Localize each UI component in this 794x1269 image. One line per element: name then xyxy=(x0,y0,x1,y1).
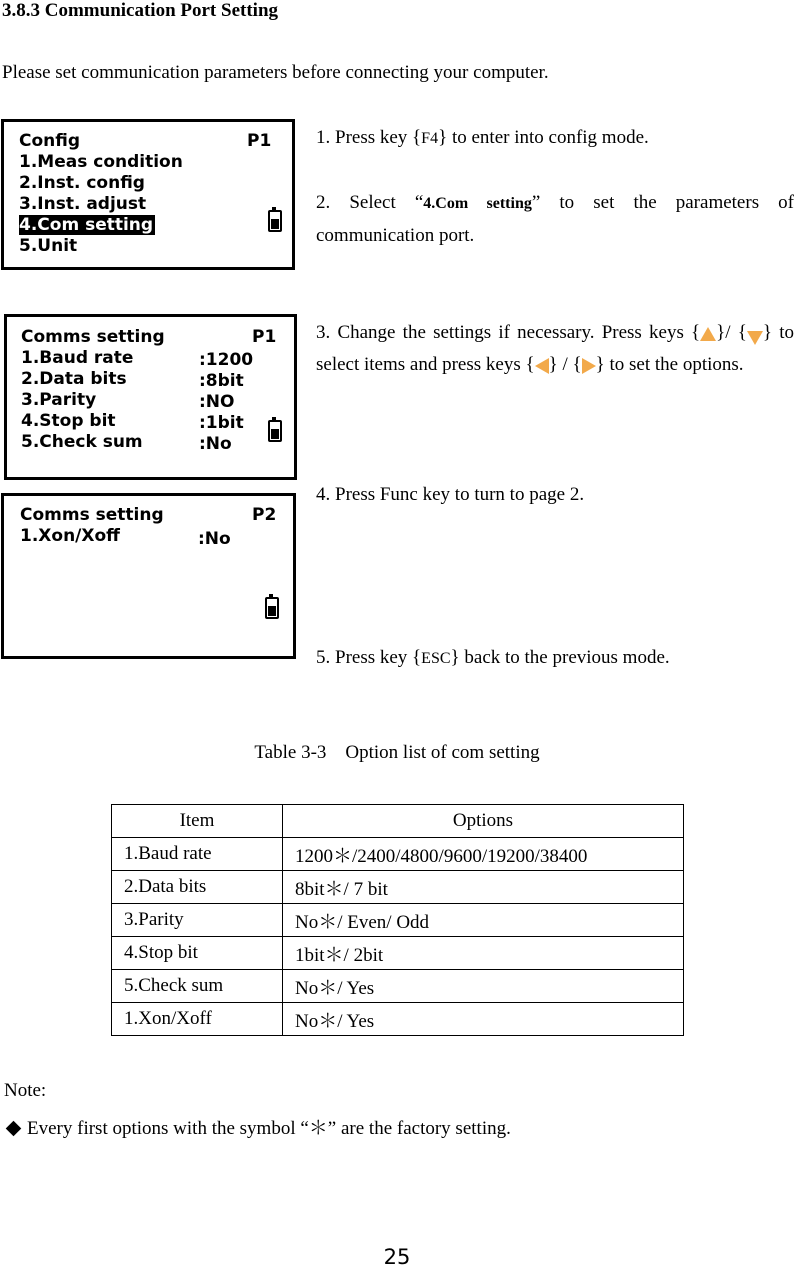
table-cell: 1bit＊/ 2bit xyxy=(283,937,684,970)
menu-reference: 4.Com setting xyxy=(423,195,532,212)
setting-item[interactable]: 5.Check sum xyxy=(21,432,143,452)
setting-value: :No xyxy=(198,529,231,549)
screen-title: Config xyxy=(19,131,81,151)
battery-icon xyxy=(265,597,279,619)
step-1: 1. Press key {F4} to enter into config mode. xyxy=(316,127,649,148)
table-cell: 2.Data bits xyxy=(112,871,283,904)
page-number: 25 xyxy=(383,1245,411,1269)
table-cell: 1.Xon/Xoff xyxy=(112,1003,283,1036)
up-arrow-icon xyxy=(700,327,716,341)
table-cell: No＊/ Yes xyxy=(283,970,684,1003)
menu-item[interactable]: 2.Inst. config xyxy=(19,173,145,193)
screen-page: P1 xyxy=(252,327,277,347)
setting-item[interactable]: 1.Baud rate xyxy=(21,348,134,368)
table-row xyxy=(112,871,684,904)
key-f4: F4 xyxy=(421,130,439,147)
screen-page: P1 xyxy=(247,131,272,151)
note-bullet: Every first options with the symbol “＊” are the factory setting. xyxy=(4,1113,511,1140)
setting-value: :NO xyxy=(199,392,235,412)
setting-value: :No xyxy=(199,434,232,454)
table-cell: No＊/ Even/ Odd xyxy=(283,904,684,937)
step-2: 2. Select “4.Com setting” to set the parameters of communication port. xyxy=(316,192,794,246)
table-cell: 1200＊/2400/4800/9600/19200/38400 xyxy=(283,838,684,871)
table-header: Item xyxy=(112,805,283,838)
note-label: Note: xyxy=(4,1080,47,1101)
right-arrow-icon xyxy=(582,358,596,374)
menu-item-selected[interactable] xyxy=(19,215,155,236)
setting-item[interactable]: 1.Xon/Xoff xyxy=(20,526,120,546)
table-row xyxy=(112,970,684,1003)
table-cell: 5.Check sum xyxy=(112,970,283,1003)
menu-item[interactable]: 5.Unit xyxy=(19,236,78,256)
step-5: 5. Press key {ESC} back to the previous mode. xyxy=(316,647,670,668)
setting-value: :8bit xyxy=(199,371,244,391)
table-row xyxy=(112,904,684,937)
step-3: 3. Change the settings if necessary. Press keys { }/ { } to select items and press keys { } / { } to set the options. xyxy=(316,322,794,375)
screen-title: Comms setting xyxy=(21,327,165,347)
config-screen xyxy=(1,119,295,270)
section-heading: 3.8.3 Communication Port Setting xyxy=(2,0,279,21)
setting-item[interactable]: 2.Data bits xyxy=(21,369,127,389)
table-cell: 4.Stop bit xyxy=(112,937,283,970)
table-caption: Table 3-3 Option list of com setting xyxy=(254,742,540,763)
down-arrow-icon xyxy=(747,331,763,345)
screen-title: Comms setting xyxy=(20,505,164,525)
diamond-bullet-icon xyxy=(6,1121,22,1137)
step-4: 4. Press Func key to turn to page 2. xyxy=(316,484,585,505)
setting-value: :1bit xyxy=(199,413,244,433)
intro-text: Please set communication parameters before connecting your computer. xyxy=(2,62,549,83)
table-cell: 1.Baud rate xyxy=(112,838,283,871)
table-row xyxy=(112,937,684,970)
table-row xyxy=(112,838,684,871)
selected-label: 4.Com setting xyxy=(19,215,154,235)
comms-setting-screen-p2 xyxy=(1,493,296,659)
table-row xyxy=(112,1003,684,1036)
table-header: Options xyxy=(283,805,684,838)
battery-icon xyxy=(268,420,282,442)
battery-icon xyxy=(268,210,282,232)
table-header-row xyxy=(112,805,684,838)
menu-item[interactable]: 3.Inst. adjust xyxy=(19,194,147,214)
key-esc: ESC xyxy=(421,650,451,667)
menu-item[interactable]: 1.Meas condition xyxy=(19,152,183,172)
comms-setting-screen-p1 xyxy=(4,314,297,480)
left-arrow-icon xyxy=(535,358,549,374)
table-cell: 3.Parity xyxy=(112,904,283,937)
table-cell: 8bit＊/ 7 bit xyxy=(283,871,684,904)
options-table xyxy=(111,804,684,1036)
setting-item[interactable]: 4.Stop bit xyxy=(21,411,116,431)
screen-page: P2 xyxy=(252,505,277,525)
setting-item[interactable]: 3.Parity xyxy=(21,390,97,410)
table-cell: No＊/ Yes xyxy=(283,1003,684,1036)
setting-value: :1200 xyxy=(199,350,254,370)
